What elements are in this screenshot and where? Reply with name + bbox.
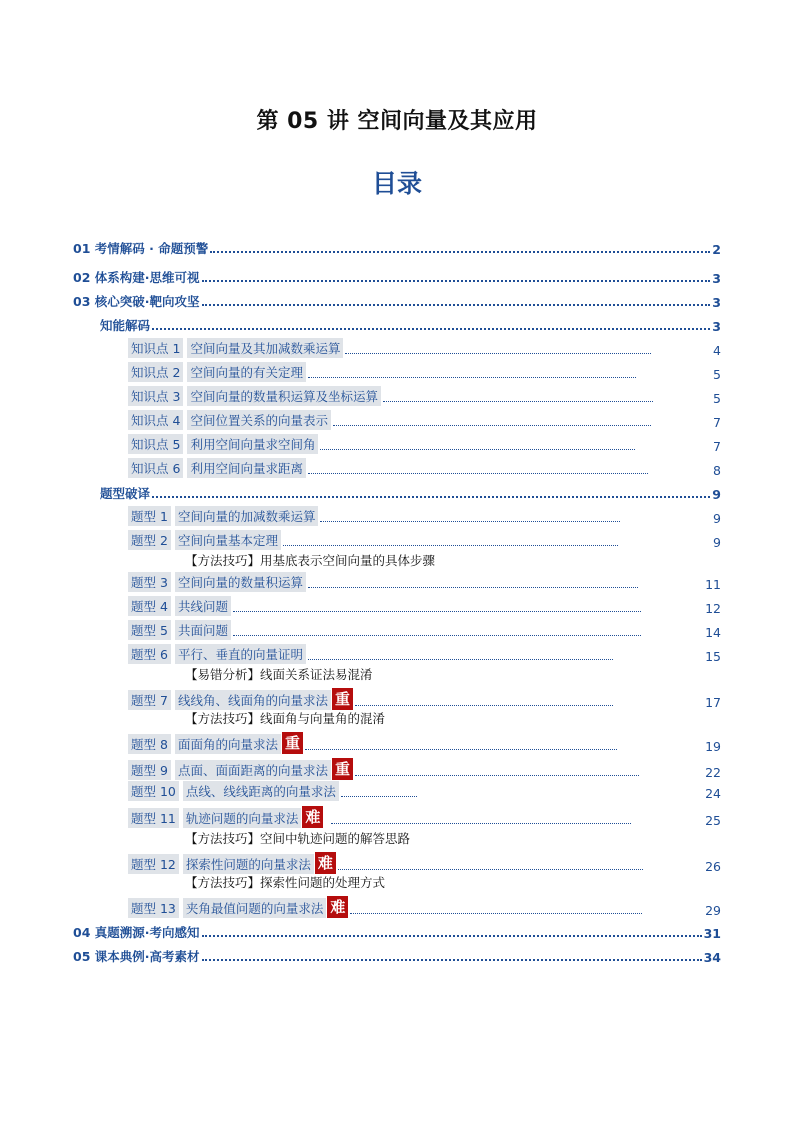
toc-type-13[interactable]: 题型 13 夹角最值问题的向量求法 难 29 bbox=[128, 894, 721, 918]
toc-type-7[interactable]: 题型 7 线线角、线面角的向量求法 重 17 bbox=[128, 686, 721, 710]
toc-type-8[interactable]: 题型 8 面面角的向量求法 重 19 bbox=[128, 730, 721, 754]
toc-heading: 目录 bbox=[371, 169, 422, 198]
toc-knowledge-2[interactable]: 知识点 2 空间向量的有关定理 5 bbox=[128, 362, 721, 382]
toc-type-5[interactable]: 题型 5 共面问题 14 bbox=[128, 620, 721, 640]
key-badge: 重 bbox=[332, 688, 353, 710]
toc-type-10[interactable]: 题型 10 点线、线线距离的向量求法 24 bbox=[128, 781, 721, 801]
toc-knowledge-5[interactable]: 知识点 5 利用空间向量求空间角 7 bbox=[128, 434, 721, 454]
toc-entry-knowledge[interactable]: 知能解码 3 bbox=[100, 318, 721, 334]
hard-badge: 难 bbox=[315, 852, 336, 874]
hard-badge: 难 bbox=[302, 806, 323, 828]
toc-knowledge-1[interactable]: 知识点 1 空间向量及其加减数乘运算 4 bbox=[128, 338, 721, 358]
toc-entry-04[interactable]: 04 真题溯源·考向感知 31 bbox=[73, 925, 721, 941]
key-badge: 重 bbox=[282, 732, 303, 754]
toc-knowledge-6[interactable]: 知识点 6 利用空间向量求距离 8 bbox=[128, 458, 721, 478]
key-badge: 重 bbox=[332, 758, 353, 780]
page-title: 第 05 讲 空间向量及其应用 bbox=[256, 109, 538, 134]
tip-1: 【方法技巧】用基底表示空间向量的具体步骤 bbox=[185, 553, 436, 568]
toc-entry-05[interactable]: 05 课本典例·高考素材 34 bbox=[73, 949, 721, 965]
toc-knowledge-4[interactable]: 知识点 4 空间位置关系的向量表示 7 bbox=[128, 410, 721, 430]
toc-entry-02[interactable]: 02 体系构建·思维可视 3 bbox=[73, 270, 721, 286]
toc-entry-03[interactable]: 03 核心突破·靶向攻坚 3 bbox=[73, 294, 721, 310]
tip-4: 【方法技巧】空间中轨迹问题的解答思路 bbox=[185, 831, 411, 846]
toc-type-3[interactable]: 题型 3 空间向量的数量积运算 11 bbox=[128, 572, 721, 592]
hard-badge: 难 bbox=[327, 896, 348, 918]
toc-type-1[interactable]: 题型 1 空间向量的加减数乘运算 9 bbox=[128, 506, 721, 526]
toc-type-9[interactable]: 题型 9 点面、面面距离的向量求法 重 22 bbox=[128, 756, 721, 780]
toc-type-6[interactable]: 题型 6 平行、垂直的向量证明 15 bbox=[128, 644, 721, 664]
toc-entry-01[interactable]: 01 考情解码 · 命题预警 2 bbox=[73, 241, 721, 257]
tip-2: 【易错分析】线面关系证法易混淆 bbox=[185, 667, 373, 682]
toc-entry-types[interactable]: 题型破译 9 bbox=[100, 486, 721, 502]
toc-type-12[interactable]: 题型 12 探索性问题的向量求法 难 26 bbox=[128, 850, 721, 874]
tip-5: 【方法技巧】探索性问题的处理方式 bbox=[185, 875, 386, 890]
toc-type-11[interactable]: 题型 11 轨迹问题的向量求法 难 25 bbox=[128, 804, 721, 828]
tip-3: 【方法技巧】线面角与向量角的混淆 bbox=[185, 711, 386, 726]
toc-knowledge-3[interactable]: 知识点 3 空间向量的数量积运算及坐标运算 5 bbox=[128, 386, 721, 406]
toc-type-2[interactable]: 题型 2 空间向量基本定理 9 bbox=[128, 530, 721, 550]
toc-type-4[interactable]: 题型 4 共线问题 12 bbox=[128, 596, 721, 616]
